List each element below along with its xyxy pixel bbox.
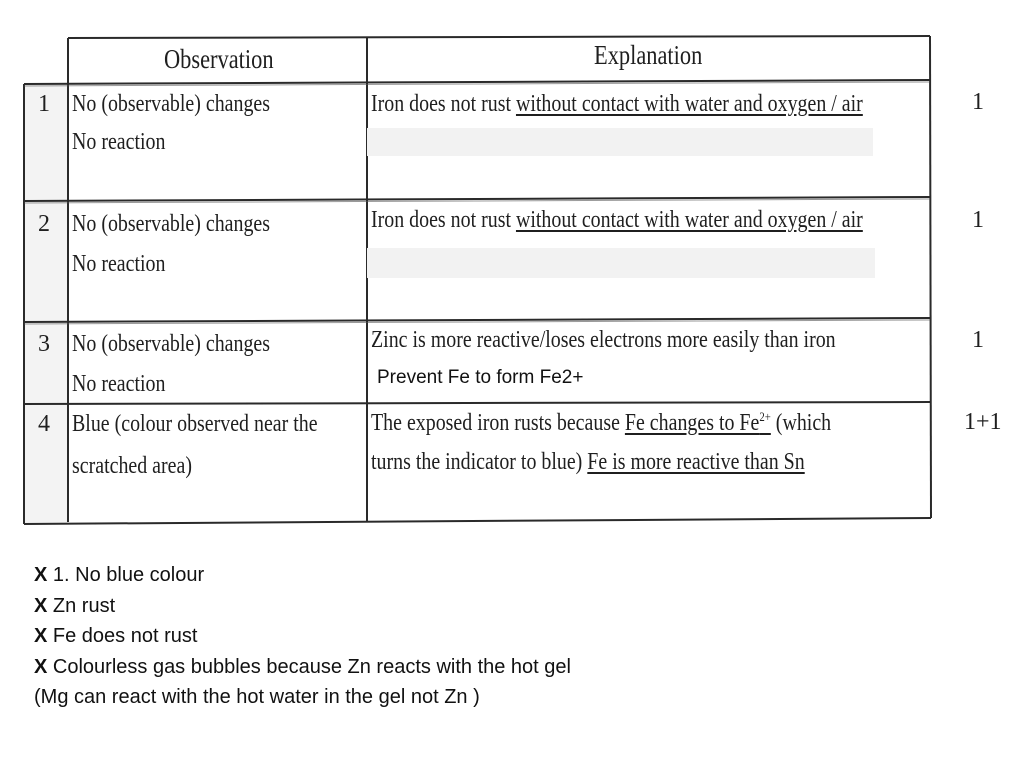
marks-value: 1 xyxy=(972,89,984,115)
note-line: X Fe does not rust xyxy=(34,625,198,647)
observation-line: No reaction xyxy=(72,371,166,397)
row-number: 3 xyxy=(38,331,50,357)
incorrect-answers-notes xyxy=(34,560,571,713)
marks-value: 1+1 xyxy=(964,409,1002,435)
observation-line: No (observable) changes xyxy=(72,211,271,237)
header-explanation: Explanation xyxy=(594,40,703,70)
redaction-block xyxy=(367,248,875,278)
observation-line: No (observable) changes xyxy=(72,331,271,357)
marks-value: 1 xyxy=(972,207,984,233)
x-mark: X xyxy=(34,655,48,678)
marks-value: 1 xyxy=(972,327,984,353)
x-mark: X xyxy=(34,594,48,617)
x-mark: X xyxy=(34,625,48,647)
explanation-text: Iron does not rust without contact with water and oxygen / air xyxy=(371,207,863,233)
explanation-text: turns the indicator to blue) Fe is more reactive than Sn xyxy=(371,449,805,475)
observation-line: No reaction xyxy=(72,251,166,277)
row-number: 2 xyxy=(38,211,50,237)
x-mark: X xyxy=(34,564,48,586)
row-number: 1 xyxy=(38,91,50,117)
note-line: X 1. No blue colour xyxy=(34,564,205,586)
row-number: 4 xyxy=(38,411,50,437)
note-line: X Zn rust xyxy=(34,594,116,617)
note-line: (Mg can react with the hot water in the gel not Zn ) xyxy=(34,686,480,708)
inline-note: Prevent Fe to form Fe2+ xyxy=(377,367,584,388)
observation-line: No reaction xyxy=(72,129,166,155)
explanation-text: Iron does not rust without contact with water and oxygen / air xyxy=(371,91,863,117)
observation-line: scratched area) xyxy=(72,453,192,479)
redaction-block xyxy=(367,128,873,156)
explanation-text: Zinc is more reactive/loses electrons more easily than iron xyxy=(371,327,836,353)
observation-line: No (observable) changes xyxy=(72,91,271,117)
observation-line: Blue (colour observed near the xyxy=(72,411,318,437)
explanation-text: The exposed iron rusts because Fe changes to $Fe^{2+}$ (which xyxy=(371,409,832,436)
header-observation: Observation xyxy=(164,44,274,74)
note-line: X Colourless gas bubbles because Zn reacts with the hot gel xyxy=(34,655,571,678)
